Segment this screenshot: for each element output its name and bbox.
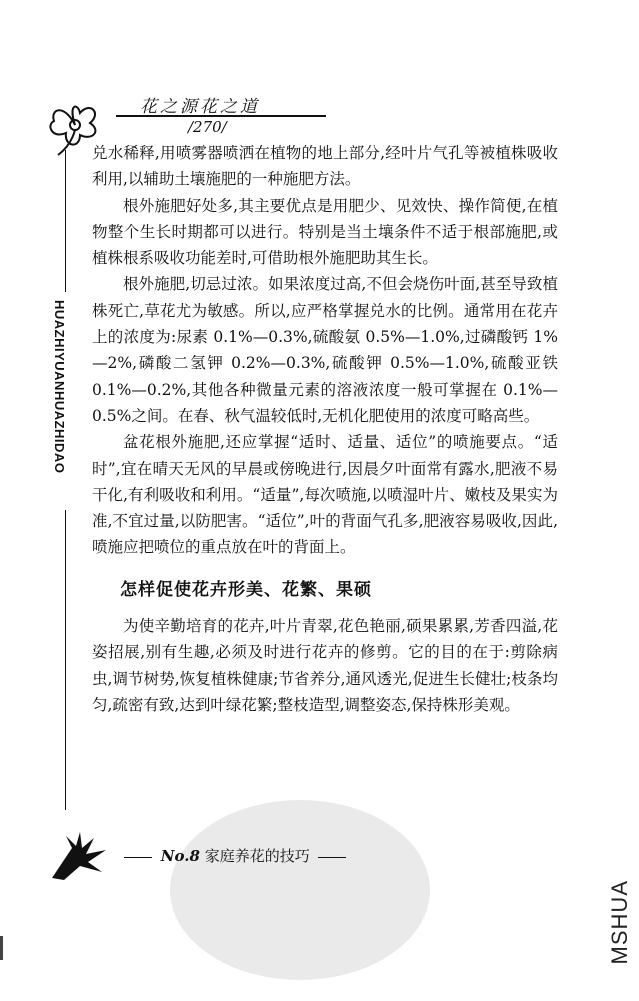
- chapter-title: 家庭养花的技巧: [204, 847, 310, 865]
- section-heading: 怎样促使花卉形美、花繁、果硕: [120, 579, 372, 600]
- edge-mark: [0, 936, 3, 960]
- header-rule: [116, 115, 326, 117]
- watermark-seal-icon: [160, 790, 440, 990]
- paragraph: 为使辛勤培育的花卉,叶片青翠,花色艳丽,硕果累累,芳香四溢,花姿招展,别有生趣,必须及时进行花卉的修剪。它的目的在于:剪除病虫,调节树势,恢复植株健康;节省养分,通风透光,促进生长健壮;枝条均匀,疏密有致,达到叶绿花繁;整枝造型,调整姿态,保持株形美观。: [92, 617, 558, 714]
- running-footer: [120, 845, 350, 866]
- side-rule-bottom: [65, 510, 66, 810]
- paragraph: 盆花根外施肥,还应掌握“适时、适量、适位”的喷施要点。“适时”,宜在晴天无风的早晨或傍晚进行,因晨夕叶面常有露水,肥液不易干化,有利吸收和利用。“适量”,每次喷施,以喷湿叶片、嫩枝及果实为准,不宜过量,以防肥害。“适位”,叶的背面气孔多,肥液容易吸收,因此,喷施应把喷位的重点放在叶的背面上。: [92, 433, 558, 557]
- chapter-number: No.8: [160, 847, 200, 865]
- paragraph: 根外施肥好处多,其主要优点是用肥少、见效快、操作简便,在植物整个生长时期都可以进行。特别是当土壤条件不适于根部施肥,或植株根系吸收功能差时,可借助根外施肥助其生长。: [92, 196, 558, 268]
- side-rule-top: [65, 150, 66, 292]
- running-header-title: 花之源花之道: [140, 97, 260, 117]
- paragraph: 根外施肥,切忌过浓。如果浓度过高,不但会烧伤叶面,甚至导致植株死亡,草花尤为敏感。所以,应严格掌握兑水的比例。通常用在花卉上的浓度为:尿素 0.1%—0.3%,硫酸氨 0.5%—1.0%,过磷酸钙 1%—2%,磷酸二氢钾 0.2%—0.3%,硫酸钾 0.5%—1.0%,硫酸亚铁 0.1%—0.2%,其他各种微量元素的溶液浓度一般可掌握在 0.1%—0.5%之间。在春、秋气温较低时,无机化肥使用的浓度可略高些。: [92, 275, 558, 425]
- footer-dash: [124, 857, 152, 858]
- scan-stamp: MSHUA: [607, 880, 632, 965]
- paragraph: 兑水稀释,用喷雾器喷洒在植物的地上部分,经叶片气孔等被植株吸收利用,以辅助土壤施肥的一种施肥方法。: [92, 144, 558, 189]
- body-text: [92, 140, 558, 718]
- footer-dash: [318, 857, 346, 858]
- plant-ornament-icon: [44, 828, 114, 883]
- page-number: /270/: [188, 118, 227, 136]
- side-vertical-text: HUAZHIYUANHUAZHIDAO: [52, 300, 67, 474]
